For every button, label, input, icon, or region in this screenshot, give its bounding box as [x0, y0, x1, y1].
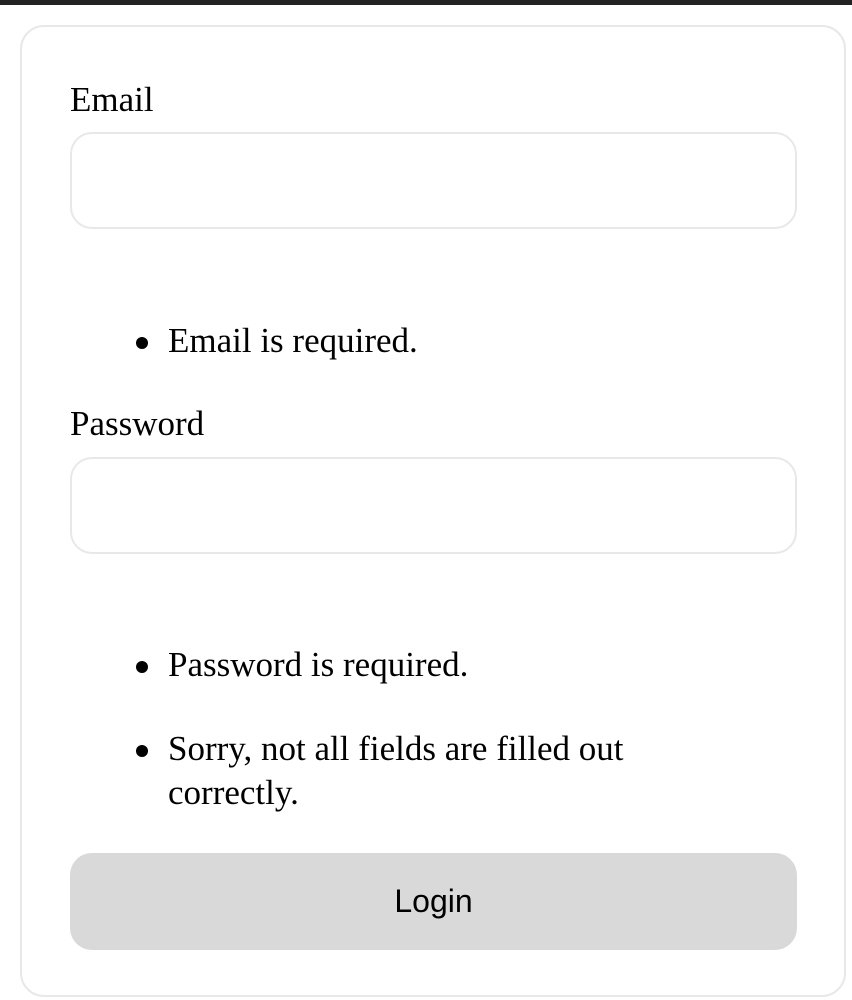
email-field[interactable] [70, 132, 797, 229]
window-top-bar [0, 0, 852, 5]
email-required-error: Email is required. [168, 321, 418, 360]
bullet-icon [136, 337, 148, 349]
error-message [22, 319, 688, 363]
password-error-list [22, 643, 688, 815]
login-button[interactable]: Login [70, 853, 797, 950]
password-field[interactable] [70, 457, 797, 554]
error-message [22, 643, 688, 687]
password-required-error: Password is required. [168, 645, 469, 684]
bullet-icon [136, 745, 148, 757]
bullet-icon [136, 661, 148, 673]
error-message [22, 727, 688, 815]
form-invalid-error: Sorry, not all fields are filled out correctly. [168, 729, 624, 812]
email-error-list [22, 319, 688, 363]
login-form [20, 25, 846, 997]
password-label: Password [70, 404, 205, 443]
email-label: Email [70, 80, 154, 119]
